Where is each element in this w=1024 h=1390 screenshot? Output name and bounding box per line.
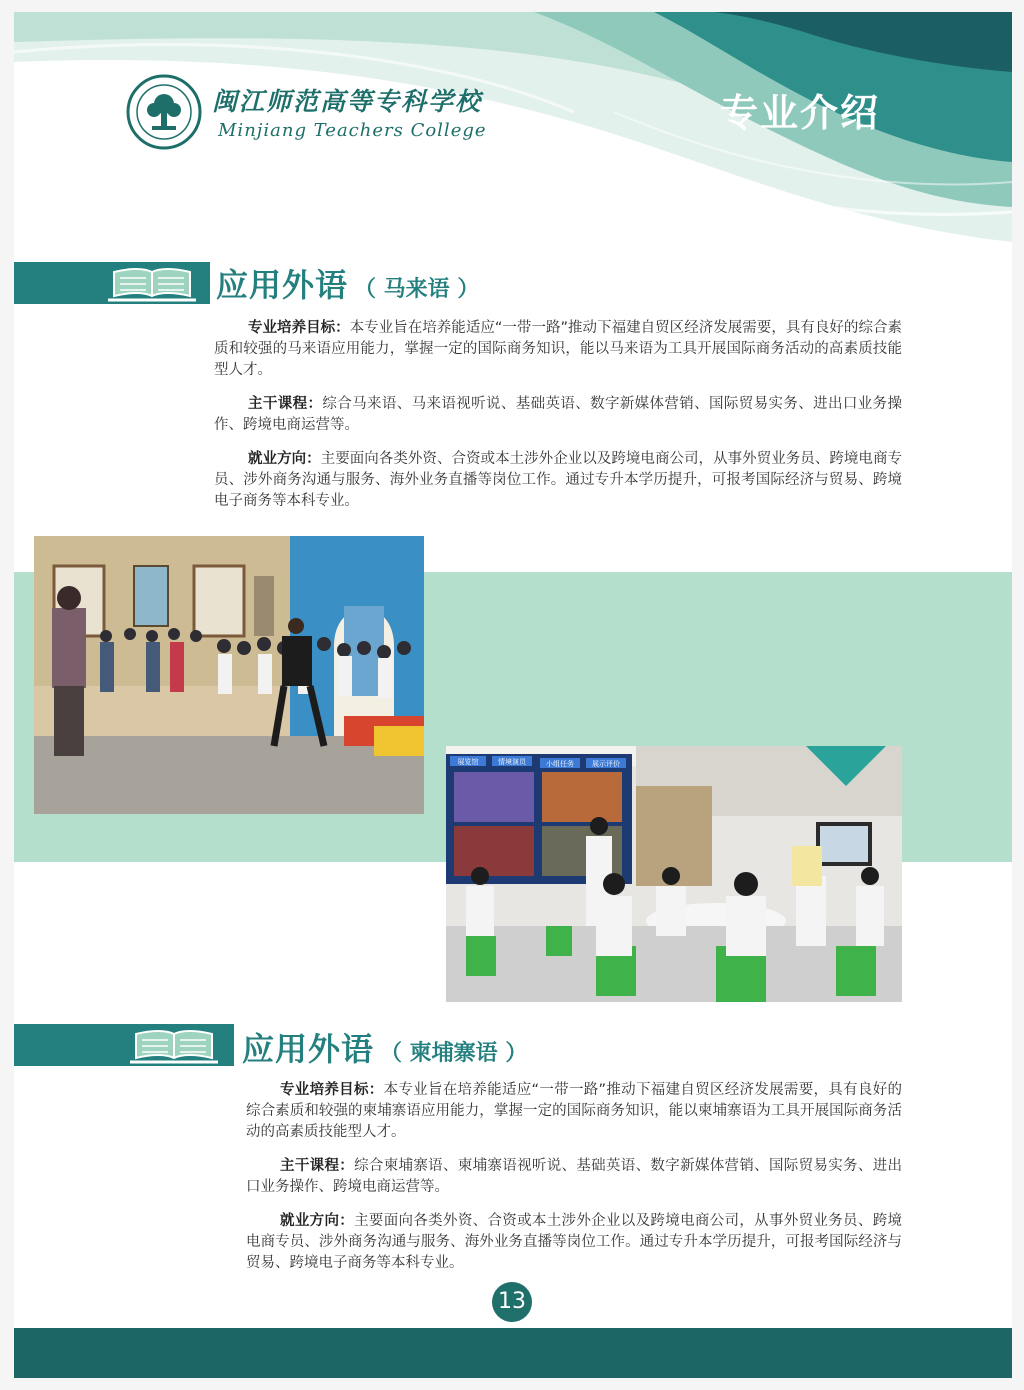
courses-text: 综合马来语、马来语视听说、基础英语、数字新媒体营销、国际贸易实务、进出口业务操作、跨境电商运营等。 <box>214 396 903 433</box>
section-title-main: 应用外语 <box>216 266 349 304</box>
open-book-icon <box>104 262 200 304</box>
goal-label: 专业培养目标： <box>248 320 350 336</box>
courses-text: 综合柬埔寨语、柬埔寨语视听说、基础英语、数字新媒体营销、国际贸易实务、进出口业务操作、跨境电商运营等。 <box>246 1158 903 1195</box>
section-title-main: 应用外语 <box>242 1030 375 1068</box>
school-logo <box>126 74 486 160</box>
page-title: 专业介绍 <box>719 91 880 135</box>
goal-text: 本专业旨在培养能适应“一带一路”推动下福建自贸区经济发展需要，具有良好的综合素质和较强的柬埔寨语应用能力，掌握一定的国际商务知识，能以柬埔寨语为工具开展国际商务活动的高素质技能型人才。 <box>246 1082 902 1140</box>
training-goal-paragraph <box>214 318 902 381</box>
language-lab-photo <box>446 746 902 1002</box>
career-paragraph <box>214 449 902 512</box>
section-title-khmer <box>242 1024 527 1070</box>
courses-label: 主干课程： <box>280 1158 355 1174</box>
screen-tab-exhibition: 展览馆 <box>457 758 479 766</box>
screen-tab-group-task: 小组任务 <box>546 760 574 768</box>
career-text: 主要面向各类外资、合资或本土涉外企业以及跨境电商公司，从事外贸业务员、跨境电商专员、涉外商务沟通与服务、海外业务直播等岗位工作。通过专升本学历提升，可报考国际经济与贸易、跨境电子商务等本科专业。 <box>214 451 902 509</box>
career-paragraph <box>246 1211 902 1274</box>
section-subtitle: （ 马来语 ） <box>354 277 480 302</box>
page-number: 13 <box>492 1282 532 1322</box>
training-goal-paragraph <box>246 1080 902 1143</box>
school-seal-icon <box>126 74 202 150</box>
career-label: 就业方向： <box>248 451 321 467</box>
school-name-en: Minjiang Teachers College <box>218 120 487 141</box>
screen-tab-evaluation: 展示评价 <box>592 760 620 768</box>
section-subtitle: （ 柬埔寨语 ） <box>380 1041 528 1066</box>
screen-tab-role-play: 情境演员 <box>498 758 526 766</box>
main-courses-paragraph <box>214 394 902 436</box>
section-title-malay <box>216 260 479 306</box>
brochure-page <box>14 12 1012 1378</box>
career-text: 主要面向各类外资、合资或本土涉外企业以及跨境电商公司，从事外贸业务员、跨境电商专员、涉外商务沟通与服务、海外业务直播等岗位工作。通过专升本学历提升，可报考国际经济与贸易、跨境电子商务等本科专业。 <box>246 1213 903 1271</box>
main-courses-paragraph <box>246 1156 902 1198</box>
footer-bar <box>14 1328 1012 1378</box>
school-name-cn: 闽江师范高等专科学校 <box>212 87 483 116</box>
classroom-performance-photo <box>34 536 424 814</box>
open-book-icon <box>126 1024 222 1066</box>
goal-text: 本专业旨在培养能适应“一带一路”推动下福建自贸区经济发展需要，具有良好的综合素质和较强的马来语应用能力，掌握一定的国际商务知识，能以马来语为工具开展国际商务活动的高素质技能型人才。 <box>214 320 902 378</box>
career-label: 就业方向： <box>280 1213 355 1229</box>
goal-label: 专业培养目标： <box>280 1082 384 1098</box>
courses-label: 主干课程： <box>248 396 323 412</box>
